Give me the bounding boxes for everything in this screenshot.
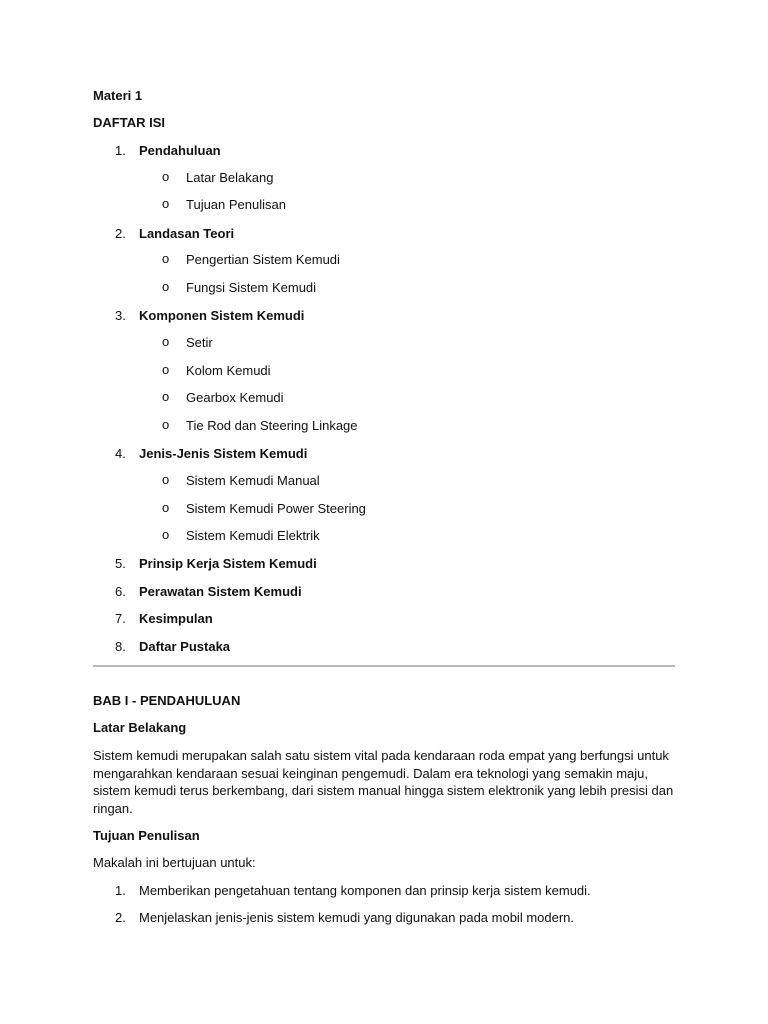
toc-item-prinsip: Prinsip Kerja Sistem Kemudi <box>139 556 317 571</box>
goal-item: Menjelaskan jenis-jenis sistem kemudi yang digunakan pada mobil modern. <box>139 910 575 925</box>
bullet-marker: o <box>162 500 170 515</box>
goal-item: Memberikan pengetahuan tentang komponen dan prinsip kerja sistem kemudi. <box>139 883 591 898</box>
toc-subitem: Sistem Kemudi Manual <box>186 473 320 488</box>
toc-subitem: Fungsi Sistem Kemudi <box>186 280 317 295</box>
goal-number: 1. <box>115 883 126 898</box>
toc-subitem: Gearbox Kemudi <box>186 390 284 405</box>
toc-number: 7. <box>115 611 126 626</box>
horizontal-divider <box>93 665 675 667</box>
bullet-marker: o <box>162 362 170 377</box>
document-title: Materi 1 <box>93 88 143 103</box>
toc-number: 3. <box>115 308 126 323</box>
toc-item-landasan-teori: Landasan Teori <box>139 226 235 241</box>
toc-item-komponen: Komponen Sistem Kemudi <box>139 308 305 323</box>
paragraph-intro: Makalah ini bertujuan untuk: <box>93 855 256 870</box>
bullet-marker: o <box>162 527 170 542</box>
section-heading-tujuan: Tujuan Penulisan <box>93 828 200 843</box>
toc-subitem: Pengertian Sistem Kemudi <box>186 252 340 267</box>
bullet-marker: o <box>162 169 170 184</box>
toc-item-perawatan: Perawatan Sistem Kemudi <box>139 584 302 599</box>
toc-item-daftar-pustaka: Daftar Pustaka <box>139 639 231 654</box>
toc-number: 4. <box>115 446 126 461</box>
toc-item-pendahuluan: Pendahuluan <box>139 143 221 158</box>
toc-subitem: Sistem Kemudi Power Steering <box>186 501 366 516</box>
chapter-heading: BAB I - PENDAHULUAN <box>93 693 241 708</box>
bullet-marker: o <box>162 196 170 211</box>
toc-subitem: Tie Rod dan Steering Linkage <box>186 418 358 433</box>
toc-number: 6. <box>115 584 126 599</box>
toc-subitem: Sistem Kemudi Elektrik <box>186 528 320 543</box>
toc-item-jenis: Jenis-Jenis Sistem Kemudi <box>139 446 308 461</box>
bullet-marker: o <box>162 417 170 432</box>
bullet-marker: o <box>162 472 170 487</box>
toc-item-kesimpulan: Kesimpulan <box>139 611 213 626</box>
toc-number: 5. <box>115 556 126 571</box>
toc-subitem: Tujuan Penulisan <box>186 197 286 212</box>
toc-number: 2. <box>115 226 126 241</box>
toc-number: 8. <box>115 639 126 654</box>
bullet-marker: o <box>162 279 170 294</box>
bullet-marker: o <box>162 251 170 266</box>
toc-heading: DAFTAR ISI <box>93 115 165 130</box>
goal-number: 2. <box>115 910 126 925</box>
section-heading-latar-belakang: Latar Belakang <box>93 720 187 735</box>
bullet-marker: o <box>162 334 170 349</box>
toc-subitem: Kolom Kemudi <box>186 363 271 378</box>
toc-subitem: Latar Belakang <box>186 170 274 185</box>
toc-subitem: Setir <box>186 335 213 350</box>
toc-number: 1. <box>115 143 126 158</box>
bullet-marker: o <box>162 389 170 404</box>
paragraph-latar-belakang: Sistem kemudi merupakan salah satu sistem vital pada kendaraan roda empat yang berfungsi untuk mengarahkan kendaraan sesuai keinginan pengemudi. Dalam era teknologi yang semakin maju, sistem kemudi terus berkembang, dari sistem manual hingga sistem elektronik yang lebih presisi dan ringan. <box>93 748 674 816</box>
